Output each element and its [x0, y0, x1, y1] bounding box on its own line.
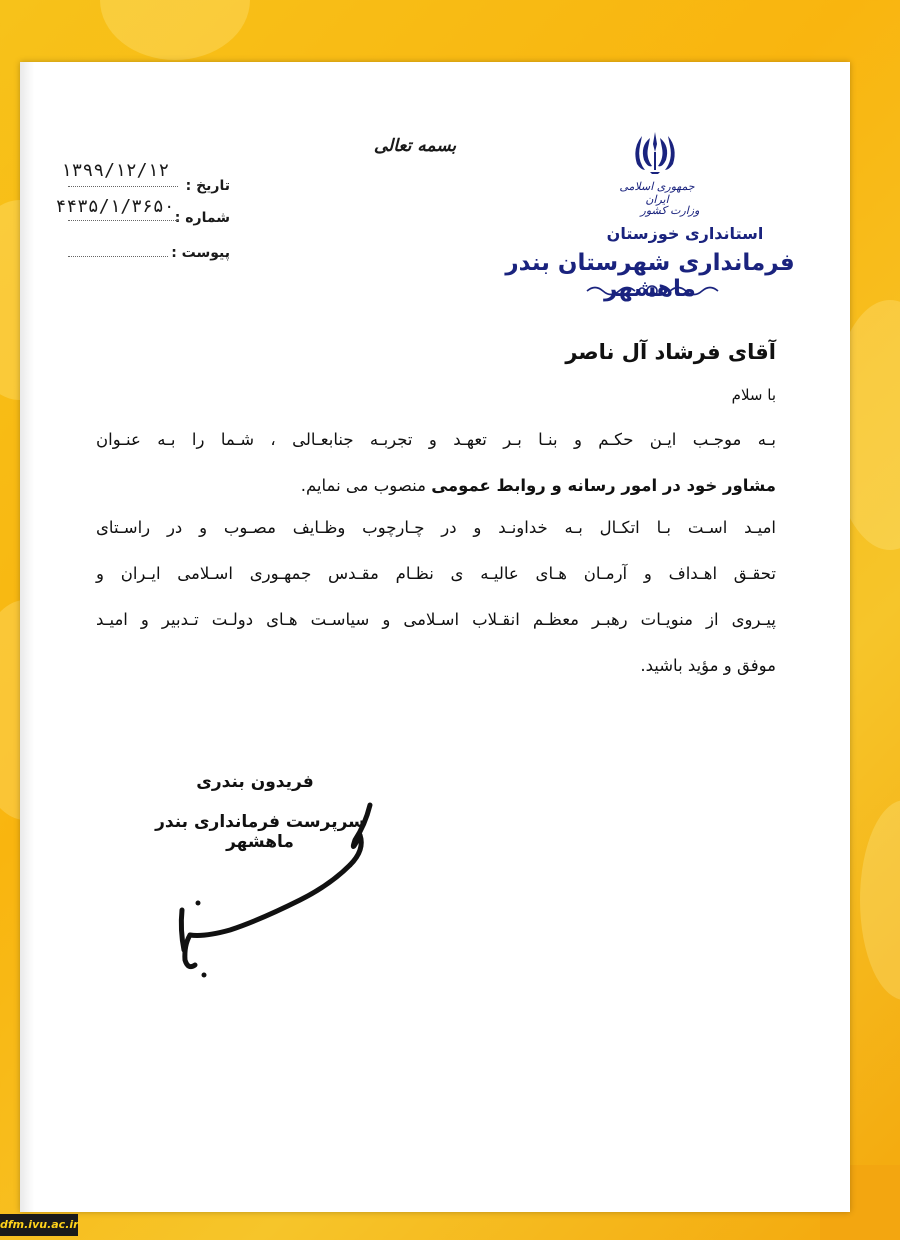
body-line-2 [96, 476, 776, 495]
date-label: تاریخ : [185, 178, 230, 194]
body-line-4: تحقـق اهـداف و آرمـان هـای عالیـه ی نظـام مقـدس جمهـوری اسـلامی ایـران و [96, 564, 776, 583]
body-line-3: امیـد اسـت بـا اتکـال بـه خداونـد و در چـارچوب وظـایف مصـوب و در راسـتای [96, 518, 776, 537]
addressee: آقای فرشاد آل ناصر [565, 340, 776, 364]
iran-emblem-icon [628, 128, 682, 176]
header-republic: جمهوری اسلامی ایران [619, 180, 695, 206]
header-governorate: فرمانداری شهرستان بندر ماهشهر [505, 250, 795, 302]
number-value: ۴۴۳۵/۱/۳۶۵۰ [55, 196, 175, 217]
date-value: ۱۳۹۹/۱۲/۱۲ [60, 160, 170, 181]
appointment-title: مشاور خود در امور رسانه و روابط عمومی [431, 476, 776, 495]
background-swirl [860, 800, 900, 1000]
body-line-5: پیـروی از منویـات رهبـر معظـم انقـلاب اسـلامی و سیاسـت هـای دولـت تـدبیر و امیـد [96, 610, 776, 629]
paper-edge [20, 62, 34, 1212]
handwritten-signature-icon [160, 795, 400, 985]
ornament-divider-icon [585, 282, 720, 300]
attachment-label: پیوست : [171, 245, 230, 261]
date-dots [68, 186, 178, 187]
attachment-dots [68, 256, 168, 257]
bismillah: بسمه تعالی [373, 136, 457, 156]
signatory-name: فریدون بندری [196, 772, 314, 792]
header-province: استانداری خوزستان [606, 224, 764, 243]
signatory-title: سرپرست فرمانداری بندر ماهشهر [155, 812, 365, 852]
site-watermark: dfm.ivu.ac.ir [0, 1214, 78, 1236]
greeting: با سلام [731, 386, 776, 404]
number-label: شماره : [174, 210, 230, 226]
background-swirl [100, 0, 250, 60]
appointment-rest: منصوب می نمایم. [300, 476, 426, 495]
header-ministry: وزارت کشور [640, 204, 700, 217]
body-line-6: موفق و مؤید باشید. [640, 656, 776, 675]
body-line-1: بـه موجـب ایـن حکـم و بنـا بـر تعهـد و تجربـه جنابعـالی ، شـما را بـه عنـوان [96, 430, 776, 449]
number-dots [68, 220, 178, 221]
